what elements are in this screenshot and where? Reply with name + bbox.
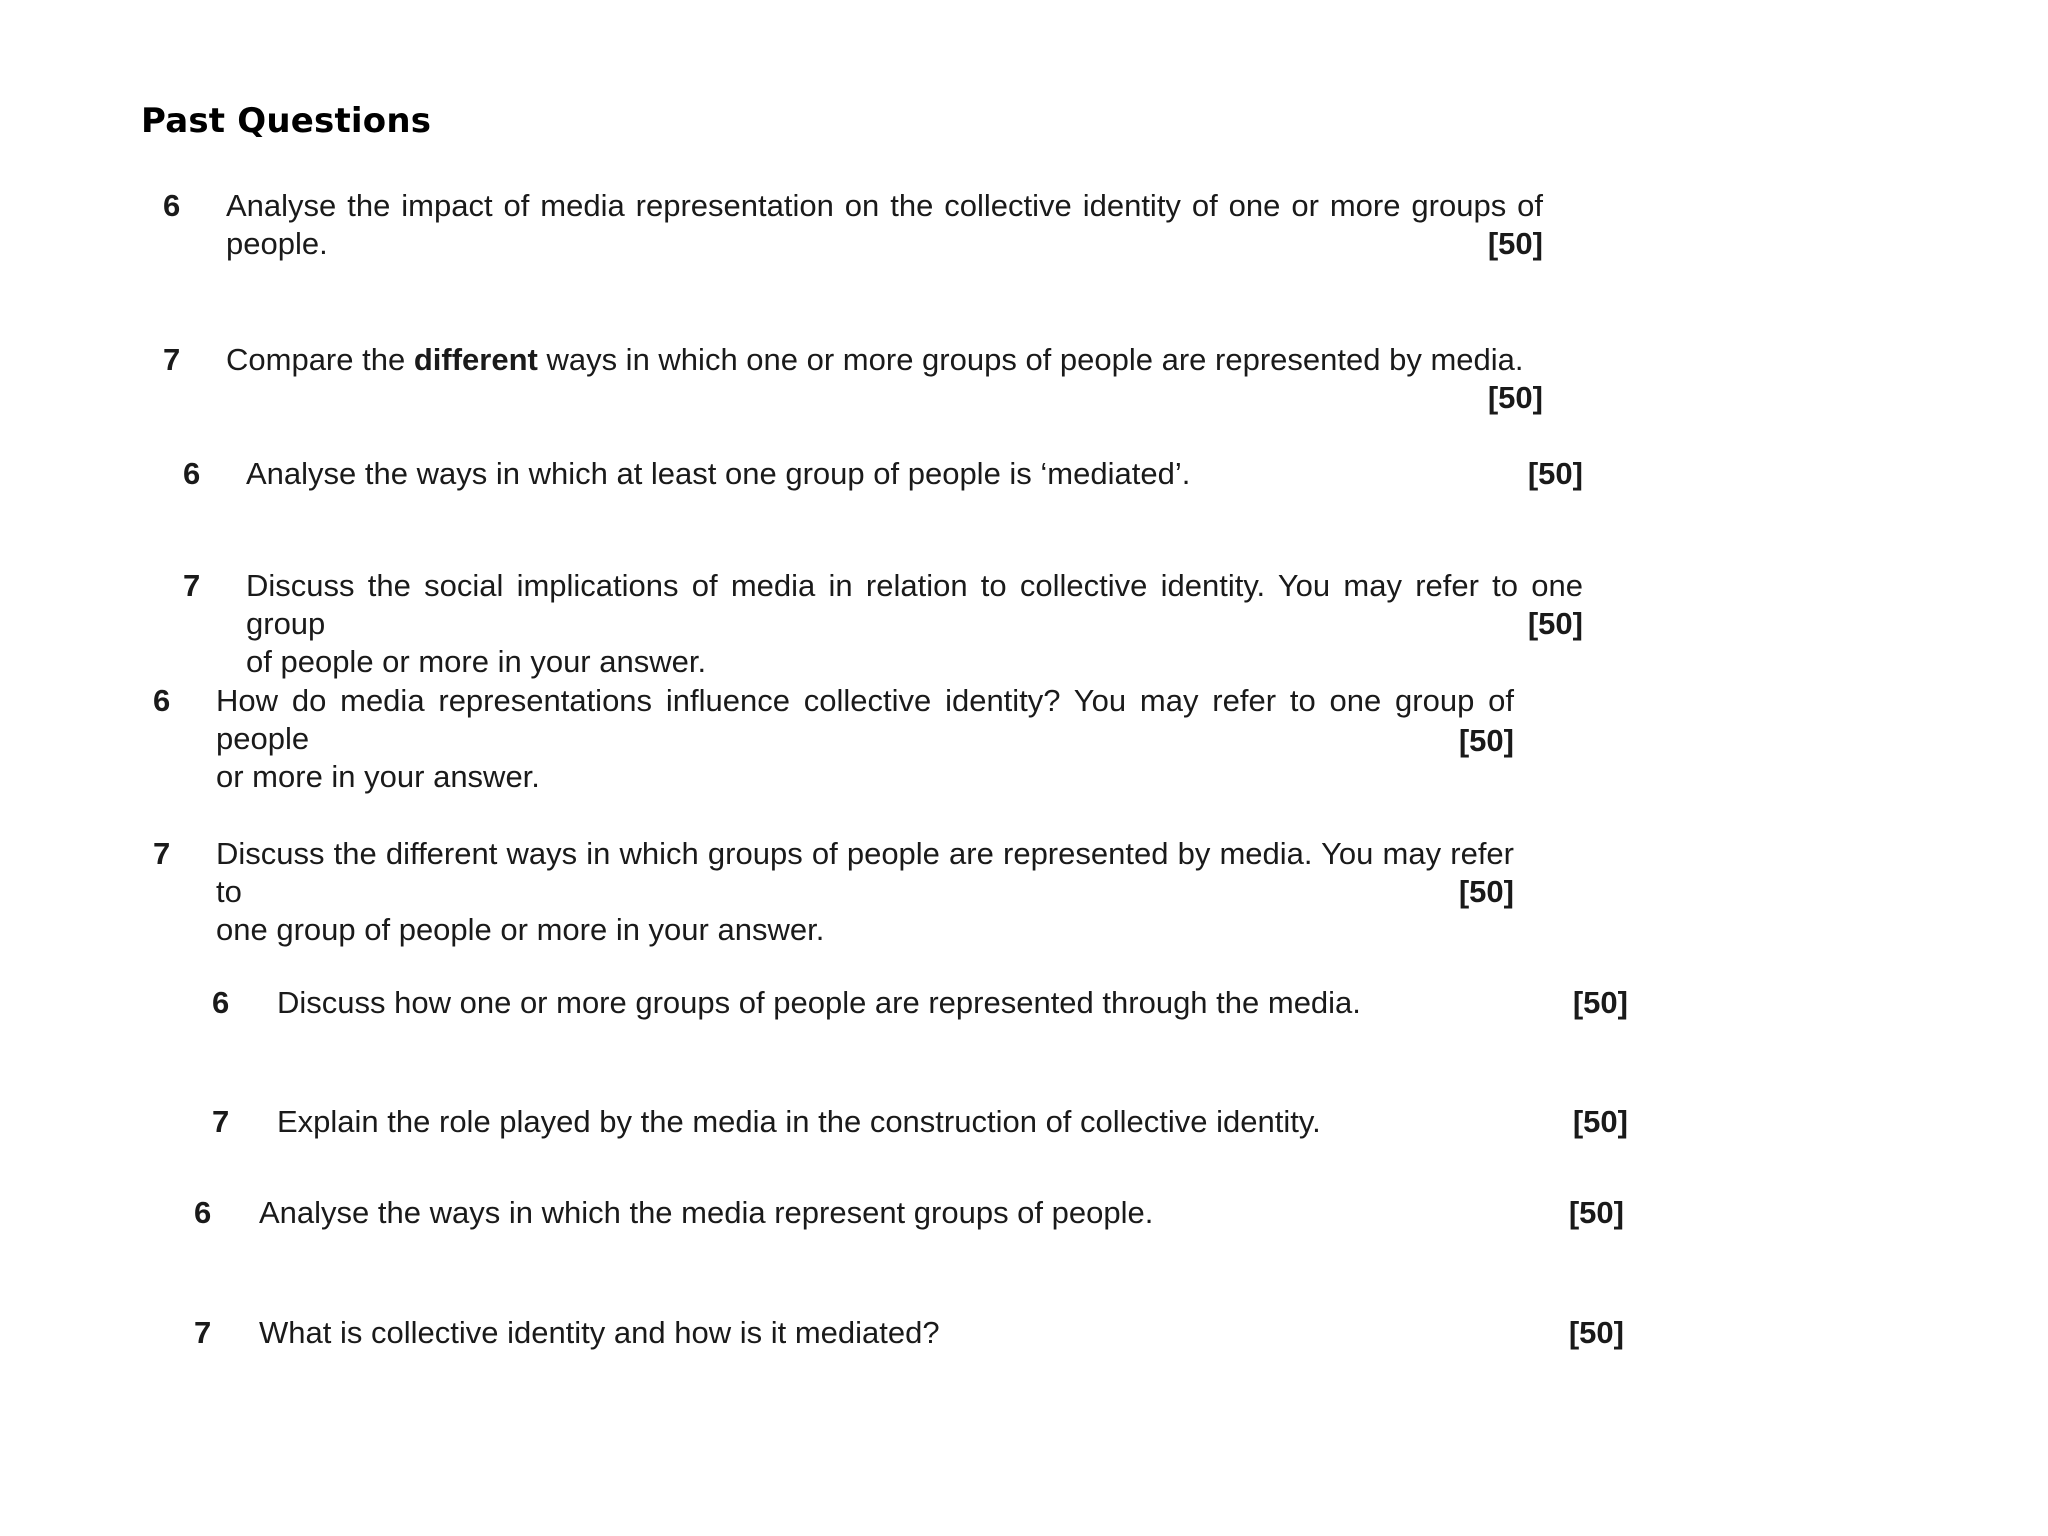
question-number: 7 [183,568,201,603]
question-number: 7 [163,342,181,377]
question-text-line: What is collective identity and how is it mediated? [259,1315,940,1350]
question-marks: [50] [1527,456,1583,491]
question-text-line: or more in your answer. [216,759,540,794]
question-number: 6 [183,456,201,491]
question-marks: [50] [1487,226,1543,261]
question-item [194,1194,1624,1234]
question-text-line: Discuss how one or more groups of people are represented through the media. [277,985,1361,1020]
question-marks: [50] [1458,723,1514,758]
question-marks: [50] [1487,380,1543,415]
question-item [183,567,1583,679]
question-text-line: one group of people or more in your answer. [216,912,825,947]
question-text-line [226,341,1543,379]
question-number: 7 [194,1315,212,1350]
question-text-line: How do media representations influence collective identity? You may refer to one group of people [216,683,1514,756]
question-marks: [50] [1568,1195,1624,1230]
question-item [212,984,1628,1024]
question-text-line: of people or more in your answer. [246,644,707,679]
question-text-line: Explain the role played by the media in the construction of collective identity. [277,1104,1321,1139]
question-item [153,835,1514,947]
question-text-line: Analyse the impact of media representation on the collective identity of one or more groups of [226,188,1543,223]
question-text-line: people. [226,226,328,261]
question-text-pre: Compare the [226,342,414,377]
question-marks: [50] [1572,985,1628,1020]
question-text-line: Analyse the ways in which at least one group of people is ‘mediated’. [246,456,1191,491]
question-item [163,187,1543,267]
question-text-emphasis: different [413,342,538,377]
question-number: 6 [153,683,171,718]
question-item [194,1314,1624,1354]
question-number: 6 [163,188,181,223]
question-number: 6 [212,985,230,1020]
question-text-line: Analyse the ways in which the media represent groups of people. [259,1195,1154,1230]
question-number: 7 [212,1104,230,1139]
question-item [163,341,1543,421]
question-item [212,1103,1628,1143]
question-item [183,455,1583,495]
question-text-line: Discuss the social implications of media in relation to collective identity. You may refer to one group [246,568,1583,641]
question-marks: [50] [1527,606,1583,641]
question-marks: [50] [1458,874,1514,909]
question-number: 7 [153,836,171,871]
question-text-line: Discuss the different ways in which groups of people are represented by media. You may refer to [216,836,1514,909]
question-marks: [50] [1572,1104,1628,1139]
question-number: 6 [194,1195,212,1230]
question-item [153,682,1514,794]
question-text-post: ways in which one or more groups of people are represented by media. [537,342,1524,377]
question-marks: [50] [1568,1315,1624,1350]
page-title: Past Questions [141,101,432,141]
